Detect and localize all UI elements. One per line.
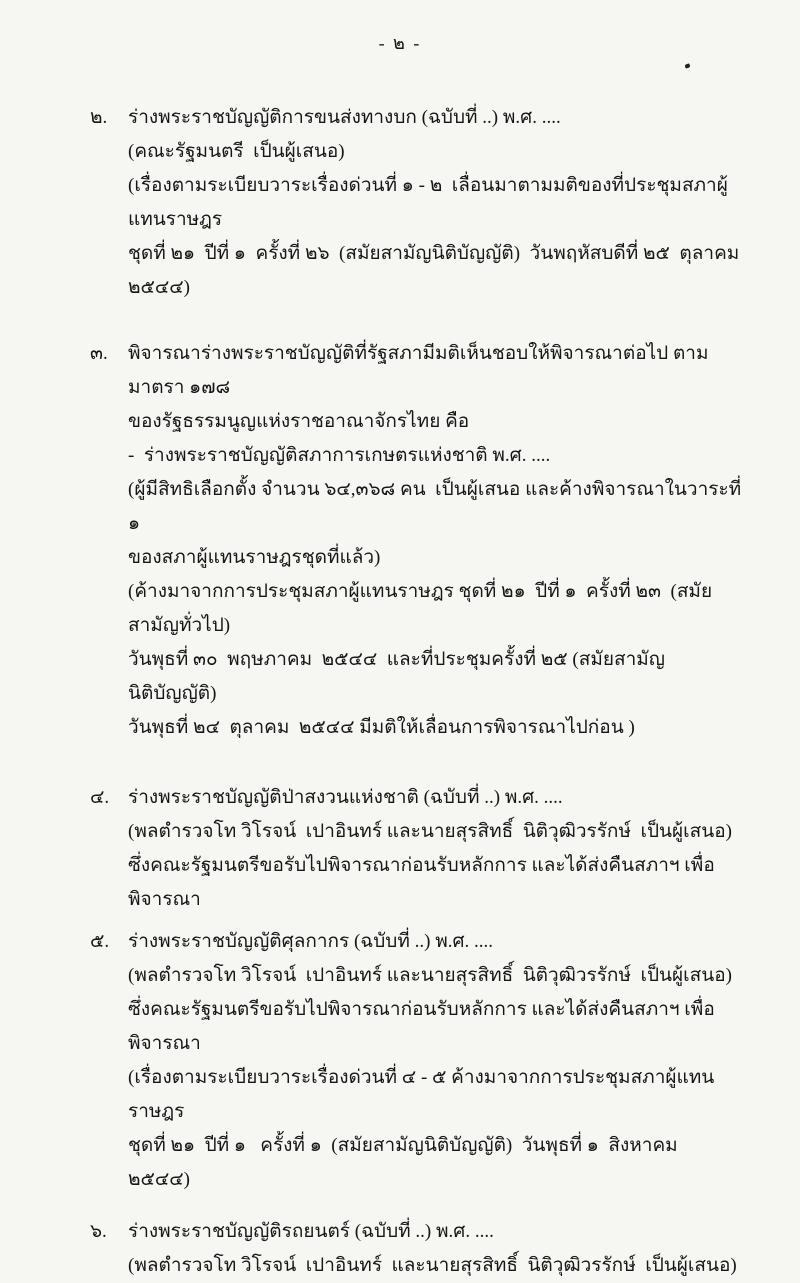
item-number: ๖. [90,1221,107,1242]
item-title-line [0,101,800,135]
item-line: (ผู้มีสิทธิเลือกตั้ง จำนวน ๖๔,๓๖๘ คน เป็นผู้เสนอ และค้างพิจารณาในวาระที่ ๑ [128,479,746,534]
item-line: (ค้างมาจากการประชุมสภาผู้แทนราษฎร ชุดที่ ๒๑ ปีที่ ๑ ครั้งที่ ๒๓ (สมัยสามัญทั่วไป) [128,581,713,636]
agenda-list [0,101,800,1283]
agenda-item-3 [0,337,800,745]
agenda-item-6 [0,1215,800,1283]
item-number: ๔. [90,787,110,808]
page-number: - ๒ - [378,33,422,53]
item-title: ร่างพระราชบัญญัติการขนส่งทางบก (ฉบับที่ ..) พ.ศ. .... [128,107,561,128]
item-title-line [0,1215,800,1249]
agenda-item-2 [0,101,800,305]
item-line: ซึ่งคณะรัฐมนตรีขอรับไปพิจารณาก่อนรับหลักการ และได้ส่งคืนสภาฯ เพื่อพิจารณา [128,999,715,1054]
scan-artifact [684,63,690,68]
item-line: วันพุธที่ ๓๐ พฤษภาคม ๒๕๔๔ และที่ประชุมครั้งที่ ๒๕ (สมัยสามัญนิติบัญญัติ) [128,649,665,704]
item-line: (พลตำรวจโท วิโรจน์ เปาอินทร์ และนายสุรสิทธิ์ นิติวุฒิวรรักษ์ เป็นผู้เสนอ) [128,1255,737,1276]
item-line: (พลตำรวจโท วิโรจน์ เปาอินทร์ และนายสุรสิทธิ์ นิติวุฒิวรรักษ์ เป็นผู้เสนอ) [128,965,732,986]
item-number: ๒. [90,107,108,128]
item-line: (เรื่องตามระเบียบวาระเรื่องด่วนที่ ๑ - ๒ เลื่อนมาตามมติของที่ประชุมสภาผู้แทนราษฎร [128,175,728,230]
item-line: (เรื่องตามระเบียบวาระเรื่องด่วนที่ ๔ - ๕ ค้างมาจากการประชุมสภาผู้แทนราษฎร [128,1067,715,1122]
item-title: พิจารณาร่างพระราชบัญญัติที่รัฐสภามีมติเห็นชอบให้พิจารณาต่อไป ตามมาตรา ๑๗๘ [128,343,709,398]
item-line: ของสภาผู้แทนราษฎรชุดที่แล้ว) [128,547,381,568]
item-title: ร่างพระราชบัญญัติรถยนตร์ (ฉบับที่ ..) พ.ศ. .... [128,1221,494,1242]
item-subitem-line: - ร่างพระราชบัญญัติสภาการเกษตรแห่งชาติ พ.ศ. .... [128,445,551,466]
item-title: ร่างพระราชบัญญัติป่าสงวนแห่งชาติ (ฉบับที่ ..) พ.ศ. .... [128,787,563,808]
item-title-line [0,781,800,815]
item-line: ของรัฐธรรมนูญแห่งราชอาณาจักรไทย คือ [128,411,470,432]
item-number: ๓. [90,343,108,364]
agenda-item-5 [0,925,800,1197]
item-title-line [0,337,800,405]
item-line: (คณะรัฐมนตรี เป็นผู้เสนอ) [128,141,345,162]
item-line: (พลตำรวจโท วิโรจน์ เปาอินทร์ และนายสุรสิทธิ์ นิติวุฒิวรรักษ์ เป็นผู้เสนอ) [128,821,732,842]
agenda-item-4 [0,781,800,917]
item-line: วันพุธที่ ๒๔ ตุลาคม ๒๕๔๔ มีมติให้เลื่อนการพิจารณาไปก่อน ) [128,717,635,738]
item-number: ๕. [90,931,110,952]
item-title-line [0,925,800,959]
item-line: ชุดที่ ๒๑ ปีที่ ๑ ครั้งที่ ๑ (สมัยสามัญนิติบัญญัติ) วันพุธที่ ๑ สิงหาคม ๒๕๔๔) [128,1135,683,1190]
item-line: ซึ่งคณะรัฐมนตรีขอรับไปพิจารณาก่อนรับหลักการ และได้ส่งคืนสภาฯ เพื่อพิจารณา [128,855,715,910]
item-title: ร่างพระราชบัญญัติศุลกากร (ฉบับที่ ..) พ.ศ. .... [128,931,494,952]
item-line: ชุดที่ ๒๑ ปีที่ ๑ ครั้งที่ ๒๖ (สมัยสามัญนิติบัญญัติ) วันพฤหัสบดีที่ ๒๕ ตุลาคม ๒๕๔๔) [128,243,749,298]
